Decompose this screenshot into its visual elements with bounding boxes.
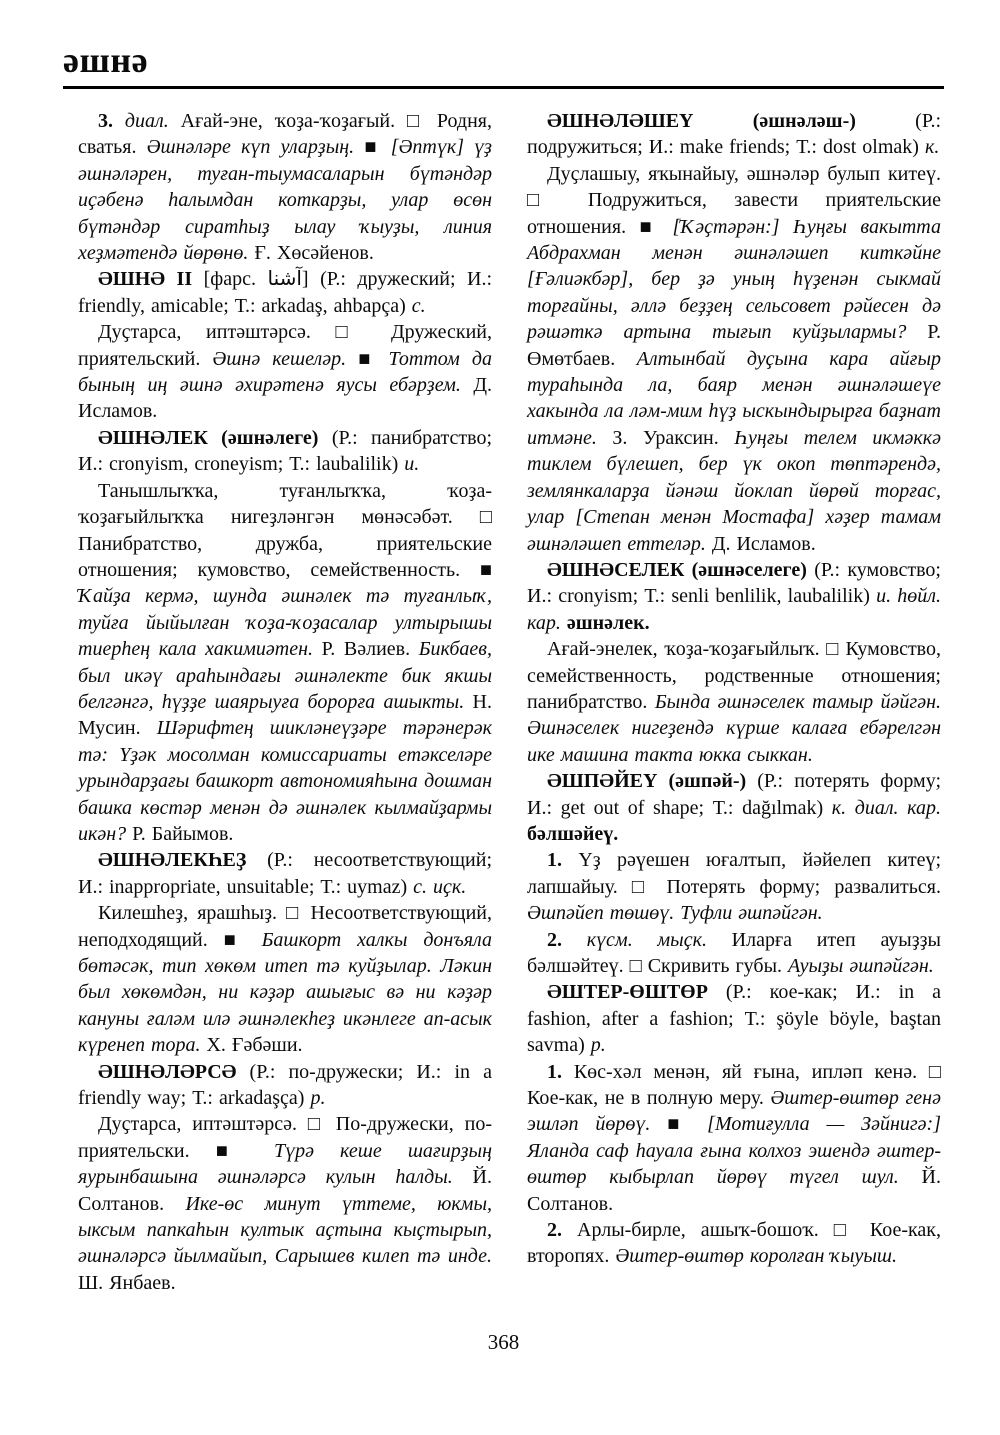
left-column <box>78 108 492 1296</box>
text-run: р. <box>590 1034 606 1057</box>
text-run: Танышлыҡҡа, туғанлыҡҡа, ҡоҙа-ҡоҙағыйлыҡҡа нигеҙләнгән мөнәсәбәт. □ Панибратство, дружба, приятельские отношения; кумовство, семейственность. ■ <box>78 479 492 581</box>
text-run: ■ <box>667 1113 708 1136</box>
text-run: р. <box>310 1087 326 1110</box>
text-run: ӘШНӘЛЕКҺЕҘ <box>98 849 268 872</box>
text-run: ӘШТЕР-ӨШТӨР <box>547 981 726 1004</box>
text-run: ■ <box>364 136 391 159</box>
text-run: ӘШНӘ II <box>98 268 204 291</box>
text-run: Бикбаев, был икәү араһындағы әшнәлекте бик якшы белгәнгә, һүҙҙе шаярыуға борорға ашыкты. <box>78 638 492 713</box>
text-run: Килешһеҙ, ярашһыҙ. □ Несоответствующий, неподходящий. ■ <box>78 902 492 951</box>
text-run: [Әптүк] үҙ әшнәләрен, туған-тыумасаларын бүтәндәр иҫәбенә һалымдан коткарҙы, улар өсөн бүтәндәр сиратһыҙ ылау ҡыуҙы, линия хеҙмәтендә йөрөнө. <box>78 136 492 265</box>
text-run: Әшнә кешеләр. <box>212 347 359 370</box>
text-run: 1. <box>547 849 579 872</box>
body-ashnalarsa <box>78 1111 492 1296</box>
text-run: ӘШНӘСЕЛЕК (әшнәселеге) <box>547 558 815 581</box>
text-run: ӘШНӘЛЕК (әшнәлеге) <box>98 426 332 449</box>
text-run: 2. <box>547 928 587 951</box>
text-run: бәлшәйеү. <box>527 822 619 845</box>
sense-2-ashter-oshtor <box>527 1217 941 1270</box>
headword-ashnalarsa <box>78 1059 492 1112</box>
text-run: Һуңғы телем икмәккә тиклем бүлешеп, бер үк окоп төптәрендә, землянкаларҙа йәнәш йоклап йөрөй торғас, улар [Степан менән Мостафа] хәҙер тамам әшнәләшеп еттеләр. <box>527 426 941 555</box>
text-run: Р. Өмөтбаев. <box>527 321 941 370</box>
sense-1-ashter-oshtor <box>527 1059 941 1217</box>
text-run: Р. Вәлиев. <box>321 638 419 661</box>
text-run: (Р.: по-дружески; И.: in a friendly way; Т.: arkadaşça) <box>78 1060 492 1110</box>
text-run: Әштер-өштөр генә эшләп йөрөү. <box>527 1087 941 1136</box>
running-header: әшнә <box>63 40 149 80</box>
text-run: Алтынбай дуҫына кара айғыр тураһында ла, баяр менән әшнәләшеүе хакында ла ләм-мим һүҙ ыскындырырға баҙнат итмәне. <box>527 347 942 449</box>
body-ashnaleksez <box>78 900 492 1058</box>
text-run: Й. Солтанов. <box>78 1166 492 1215</box>
text-run: к. <box>924 136 940 159</box>
text-columns <box>78 108 942 1296</box>
text-run: Ағай-энелек, ҡоҙа-ҡоҙағыйлыҡ. □ Кумовство, семейственность, родственные отношения; панибратство. <box>527 638 941 713</box>
text-run: Көс-хәл менән, яй ғына, ипләп кенә. □ Кое-как, не в полную меру. <box>527 1060 942 1110</box>
text-run: Үҙ рәүешен юғалтып, йәйелеп китеү; лапшайыу. □ Потерять форму; развалиться. <box>527 849 942 898</box>
text-run: и. һөйл. кар. <box>527 585 941 634</box>
text-run: ӘШНӘЛӘШЕҮ (әшнәләш-) <box>547 110 916 132</box>
text-run: Р. Байымов. <box>132 822 234 845</box>
text-run: әшнәлек. <box>566 611 650 634</box>
text-run: [Мотиғулла — Зәйнигә:] Яланда саф һауала ғына колхоз эшендә әштер-өштөр кыбырлап йөрөү түгел шул. <box>527 1113 941 1189</box>
headword-ashnaleksez <box>78 847 492 900</box>
text-run: (Р.: панибратство; И.: cronyism, croneyism; Т.: laubalilik) <box>78 426 492 476</box>
text-run: Ағай-эне, ҡоҙа-ҡоҙағый. □ Родня, сватья. <box>78 110 493 159</box>
page-number: 368 <box>487 1330 520 1354</box>
text-run: Д. Исламов. <box>78 374 492 423</box>
text-run: к. диал. кар. <box>831 796 941 819</box>
text-run: ӘШПӘЙЕҮ (әшпәй-) <box>547 770 758 793</box>
text-run: ■ <box>358 347 389 370</box>
text-run: Тоттом да бының иң әшнә әхирәтенә яусы ебәрҙем. <box>78 347 492 397</box>
text-run: с. иҫк. <box>413 875 467 898</box>
text-run: (Р.: кумовство; И.: cronyism; Т.: senli benlilik, laubalilik) <box>527 558 941 608</box>
text-run: Түрә кеше шағирҙың яурынбашына әшнәләрсә кулын һалды. <box>78 1139 492 1189</box>
text-run: Ш. Янбаев. <box>78 1271 176 1294</box>
text-run: Д. Исламов. <box>711 532 816 555</box>
text-run: Шәрифтең шикләнеүҙәре тәрәнерәк тә: Үҙәк мосолман комиссариаты етәкселәре урындарҙағы башкорт автономияһына дошман башка көстәр менән дә әшнәлек кылмайҙармы икән? <box>78 717 492 845</box>
text-run: Башкорт халкы донъяла бөтәсәк, тип хөкөм итеп тә куйҙылар. Ләкин был хөкөмдән, ни кәҙәр ашығыс вә ни кәҙәр кануны ғаләм илә әшнәлекһеҙ икәнлеге ап-асык күренеп тора. <box>78 928 492 1057</box>
text-run: (Р.: потерять форму; И.: get out of shape; Т.: dağılmak) <box>527 770 942 819</box>
text-run: Ике-өс минут үттеме, юкмы, ыксым папкаһын култык аҫтына кыҫтырып, әшнәләрсә йылмайып, Сарышев килеп тә инде. <box>78 1192 492 1268</box>
headword-ashnalek <box>78 425 492 478</box>
header-rule <box>63 86 944 89</box>
headword-ashnaselek <box>527 557 941 636</box>
text-run: [Ҡәҫтәрән:] Һуңғы вакытта Абдрахман менән әшнәләшеп киткәйне [Ғәлиәкбәр], бер ҙә уның һүҙенән сыкмай торғайны, әллә беҙҙең сельсовет рәйесен дә рәшәткә артына тығып куйҙылармы? <box>527 215 941 344</box>
text-run: Н. Мусин. <box>78 690 492 740</box>
text-run: и. <box>404 453 420 476</box>
text-run: 3. <box>98 110 125 132</box>
headword-ashpayeu <box>527 768 941 847</box>
text-run: күсм. мыҫк. <box>586 928 732 951</box>
text-run: Дуҫтарса, иптәштәрсә. □ По-дружески, по-приятельски. ■ <box>78 1113 492 1162</box>
text-run: Ауыҙы әшпәйгән. <box>788 955 934 977</box>
text-run: (Р.: несоответствующий; И.: inappropriate, unsuitable; Т.: uymaz) <box>78 849 492 898</box>
text-run: Бында әшнәселек тамыр йәйгән. Әшнәселек нигеҙендә күрше калаға ебәрелгән ике машина такта юкка сыккан. <box>527 690 941 766</box>
text-run: Иларға итеп ауыҙҙы бәлшәйтеү. □ Скривить губы. <box>527 928 941 977</box>
right-column <box>527 108 941 1296</box>
text-run: З. Ураксин. <box>612 426 735 449</box>
headword-ashna-ii <box>78 266 492 319</box>
headword-ashter-oshtor <box>527 979 941 1058</box>
text-run: Әшпәйеп төшөү. Туфли әшпәйгән. <box>527 902 823 925</box>
body-ashnalek <box>78 478 492 848</box>
text-run: Арлы-бирле, ашыҡ-бошоҡ. □ Кое-как, второпях. <box>527 1219 942 1268</box>
sense-1-ashpayeu <box>527 847 941 926</box>
text-run: Ғ. Хөсәйенов. <box>254 242 374 265</box>
text-run: ӘШНӘЛӘРСӘ <box>98 1060 250 1083</box>
sense-2-ashpayeu <box>527 927 941 980</box>
text-run: Дуҫлашыу, яҡынайыу, әшнәләр булып китеү. □ Подружиться, завести приятельские отношения. ■ <box>527 162 941 238</box>
text-run: Әшнәләре күп уларҙың. <box>146 136 365 159</box>
body-ashna-ii <box>78 319 492 425</box>
text-run: Ҡайҙа кермә, шунда әшнәлек тә туғанлыҡ, туйға йыйылған ҡоҙа-ҡоҙасалар ултырышы тиерһең кала хакимиәтен. <box>78 585 492 661</box>
text-run: [фарс. آشنا] (Р.: дружеский; И.: friendly, amicable; Т.: arkadaş, ahbapça) <box>78 268 493 317</box>
text-run: 2. <box>547 1219 578 1242</box>
text-run: диал. <box>124 110 181 132</box>
body-ashnaselek <box>527 636 941 768</box>
text-run: Й. Солтанов. <box>527 1166 941 1215</box>
body-ashnalasheu <box>527 161 941 557</box>
text-run: (Р.: подружиться; И.: make friends; Т.: dost olmak) <box>527 110 941 159</box>
headword-ashnalasheu <box>527 108 941 161</box>
text-run: Дуҫтарса, иптәштәрсә. □ Дружеский, приятельский. <box>78 321 492 370</box>
text-run: Әштер-өштөр королған ҡыуыш. <box>615 1245 897 1268</box>
text-run: (Р.: кое-как; И.: in a fashion, after a fashion; Т.: şöyle böyle, baştan savma) <box>527 981 941 1057</box>
text-run: X. Ғәбәши. <box>206 1034 303 1057</box>
text-run: 1. <box>547 1060 574 1083</box>
text-run: с. <box>411 294 426 317</box>
sense-3-continuation <box>78 108 492 266</box>
